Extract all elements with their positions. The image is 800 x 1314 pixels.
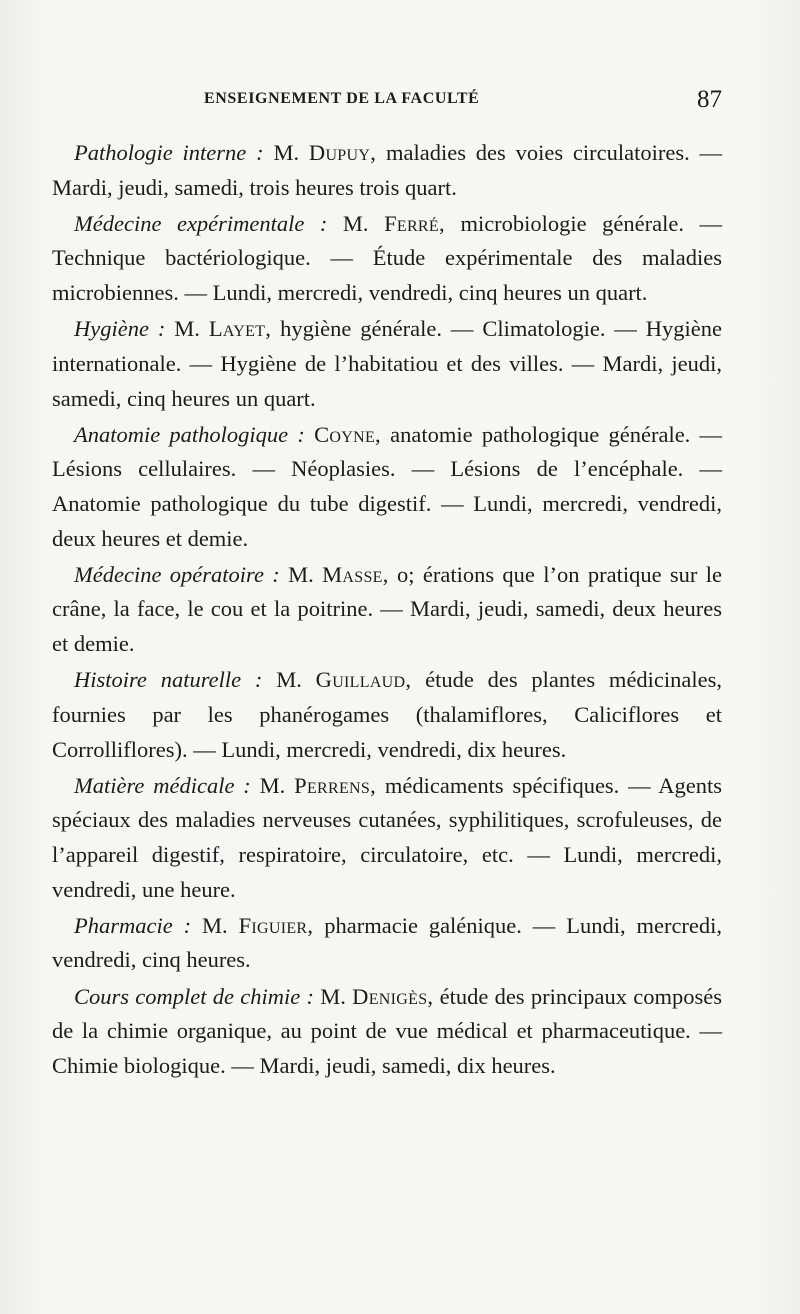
course-subject: Histoire naturelle : xyxy=(74,667,263,693)
course-entry-chimie xyxy=(52,980,722,1084)
course-subject: Anatomie pathologique : xyxy=(74,421,305,447)
course-description: o; érations que l’on pratique sur le crâne, la face, le cou et la poitrine. — Mardi, jeudi, samedi, deux heures et demie. xyxy=(52,561,722,657)
page-header xyxy=(52,88,722,118)
course-subject: Pharmacie : xyxy=(74,912,192,938)
course-subject: Matière médicale : xyxy=(74,772,251,798)
course-description: étude des plantes médicinales, fournies par les phanérogames (thalamiflores, Caliciflores et Corrolliflores). — Lundi, mercredi, vendredi, dix heures. xyxy=(52,667,723,762)
professor-title: M. xyxy=(288,561,314,587)
course-entry-pathologie-interne xyxy=(52,136,722,205)
course-description: anatomie pathologique générale. — Lésions cellulaires. — Néoplasies. — Lésions de l’encéphale. — Anatomie pathologique du tube digestif. — Lundi, mercredi, vendredi, deux heures et demie. xyxy=(52,421,723,551)
professor-title: M. xyxy=(174,316,200,342)
professor-title: M. xyxy=(320,983,346,1009)
course-description: étude des principaux composés de la chimie organique, au point de vue médical et pharmaceutique. — Chimie biologique. — Mardi, jeudi, samedi, dix heures. xyxy=(52,983,723,1078)
page-number: 87 xyxy=(697,86,722,113)
professor-title: M. xyxy=(276,667,302,693)
course-entry-matiere-medicale xyxy=(52,769,722,907)
course-subject: Hygiène : xyxy=(74,316,166,342)
course-entry-pharmacie xyxy=(52,909,722,978)
course-entry-medecine-experimentale xyxy=(52,207,722,311)
professor-title: M. xyxy=(273,140,300,165)
course-description: pharmacie galénique. — Lundi, mercredi, vendredi, cinq heures. xyxy=(52,912,723,973)
course-description: microbiologie générale. — Technique bactériologique. — Étude expérimentale des maladies microbiennes. — Lundi, mercredi, vendredi, cinq heures un quart. xyxy=(52,210,723,306)
professor-name: Layet, xyxy=(208,316,272,342)
course-entry-medecine-operatoire xyxy=(52,558,722,662)
professor-name: Figuier, xyxy=(238,912,314,938)
course-subject: Médecine expérimentale : xyxy=(74,210,328,236)
course-subject: Médecine opératoire : xyxy=(74,561,280,587)
course-description: hygiène générale. — Climatologie. — Hygiène internationale. — Hygiène de l’habitatiou et des villes. — Mardi, jeudi, samedi, cinq heures un quart. xyxy=(52,316,722,411)
professor-name: Coyne, xyxy=(314,421,381,447)
professor-name: Perrens, xyxy=(294,772,377,798)
running-title: ENSEIGNEMENT DE LA FACULTÉ xyxy=(204,90,480,107)
course-subject: Pathologie interne : xyxy=(74,140,264,165)
professor-name: Denigès, xyxy=(352,983,434,1009)
professor-name: Dupuy, xyxy=(308,140,377,165)
course-description: médicaments spécifiques. — Agents spéciaux des maladies nerveuses cutanées, syphilitiques, scrofuleuses, de l’appareil digestif, respiratoire, circulatoire, etc. — Lundi, mercredi, vendredi, une heure. xyxy=(52,772,723,902)
course-description: maladies des voies circulatoires. — Mardi, jeudi, samedi, trois heures trois quart. xyxy=(52,140,723,200)
professor-name: Ferré, xyxy=(384,210,445,236)
course-subject: Cours complet de chimie : xyxy=(74,983,314,1009)
professor-title: M. xyxy=(259,772,286,798)
course-entry-histoire-naturelle xyxy=(52,663,722,767)
professor-title: M. xyxy=(202,912,228,938)
course-entry-hygiene xyxy=(52,312,722,416)
professor-name: Masse, xyxy=(322,561,389,587)
professor-name: Guillaud, xyxy=(315,667,412,693)
course-entry-anatomie-pathologique xyxy=(52,418,722,556)
page-body xyxy=(52,136,722,1084)
professor-title: M. xyxy=(342,210,369,236)
